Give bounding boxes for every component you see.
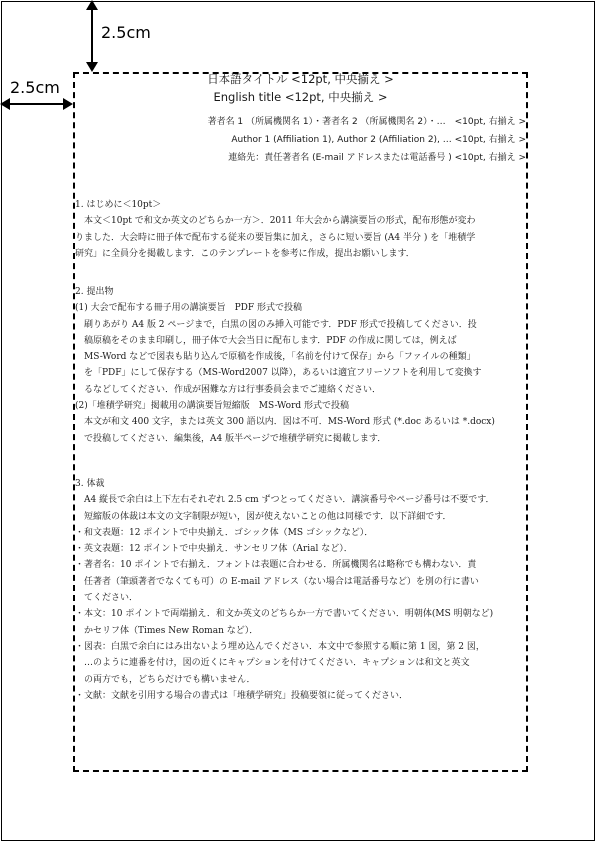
paragraph-line: A4 縦長で余白は上下左右それぞれ 2.5 cm ずつとってください．講演番号やページ番号は不要です． [84,495,495,506]
title-ja: 日本語タイトル <12pt, 中央揃え > [207,72,394,86]
paragraph-line: るなどしてください．作成が困難な方は行事委員会までご連絡ください． [84,384,382,395]
paragraph-line: りました．大会時に冊子体で配布する従来の要旨集に加え，さらに短い要旨 (A4 半分 ) を「堆積学 [75,232,476,243]
section-heading: 2. 提出物 [75,287,114,297]
paragraph-line: で投稿してください．編集後，A4 版半ページで堆積学研究に掲載します． [84,433,387,444]
list-item-continuation: かセリフ体（Times New Roman など）． [84,625,259,636]
list-item: ・文献：文献を引用する場合の書式は「堆積学研究」投稿要領に従ってください． [75,690,409,701]
list-item: ・本文：10 ポイントで両端揃え．和文か英文のどちらか一方で書いてください．明朝体(MS 明朝など) [75,609,494,620]
top-margin-arrow-icon [84,0,100,74]
list-item-continuation: てください． [84,593,139,604]
paragraph-line: を「PDF」にして保存する（MS-Word2007 以降），あるいは適宜フリーソフトを利用して変換す [84,368,482,379]
list-item: ・図表：白黒で余白にはみ出ないよう埋め込んでください．本文中で参照する順に第 1 図，第 2 図， [75,641,485,652]
section-introduction [75,197,526,262]
title-block [73,70,528,106]
list-item-continuation: の両方でも，どちらだけでも構いません． [84,674,256,685]
contact-line: 連絡先：責任著者名 (E-mail アドレスまたは電話番号 ) <10pt, 右揃え > [228,153,526,163]
paragraph-line: 短縮版の体裁は本文の文字制限が短い，図が使えないことの他は同様です．以下詳細です． [84,511,452,522]
section-submissions [75,284,526,447]
paragraph-line: 刷りあがり A4 版 2 ページまで，白黒の図のみ挿入可能です．PDF 形式で投稿してください．投 [84,319,477,330]
subsection-heading: (1) 大会で配布する冊子用の講演要旨 PDF 形式で投稿 [75,303,302,314]
list-item: ・著者名：10 ポイントで右揃え．フォントは表題に合わせる．所属機関名は略称でも構わない．責 [75,560,477,571]
left-margin-arrow-icon [0,96,74,112]
list-item-continuation: …のように連番を付け，図の近くにキャプションを付けてください．キャプションは和文と英文 [84,658,470,669]
list-item: ・和文表題：12 ポイントで中央揃え．ゴシック体（MS ゴシックなど）． [75,527,374,538]
list-item: ・英文表題：12 ポイントで中央揃え．サンセリフ体（Arial など）． [75,544,353,555]
left-margin-label: 2.5cm [10,78,60,97]
authors-ja: 著者名 1 （所属機関名 1）・著者名 2 （所属機関名 2）・… <10pt, 右揃え > [207,117,526,127]
title-en: English title <12pt, 中央揃え > [213,90,388,104]
top-margin-label: 2.5cm [101,23,151,42]
section-heading: 3. 体裁 [75,479,105,489]
section-heading: 1. はじめに＜10pt＞ [75,200,162,210]
paragraph-line: 本文＜10pt で和文か英文のどちらか一方＞．2011 年大会から講演要旨の形式，配布形態が変わ [84,216,476,227]
paragraph-line: MS-Word などで図表も貼り込んで原稿を作成後，「名前を付けて保存」から「ファイルの種類」 [84,352,476,363]
paragraph-line: 稿原稿をそのまま印刷し，冊子体で大会当日に配布します．PDF の作成に関しては，例えば [84,335,457,346]
authors-en: Author 1 (Affiliation 1), Author 2 (Affiliation 2), … <10pt, 右揃え > [231,135,526,145]
paragraph-line: 研究」に全員分を掲載します．このテンプレートを参考に作成，提出お願いします． [75,248,415,259]
list-item-continuation: 任著者（筆頭著者でなくても可）の E-mail アドレス（ない場合は電話番号など）を別の行に書い [84,576,479,587]
subsection-heading: (2)「堆積学研究」掲載用の講演要旨短縮版 MS-Word 形式で投稿 [75,401,349,412]
paragraph-line: 本文が和文 400 文字，または英文 300 語以内．図は不可．MS-Word 形式 (*.doc あるいは *.docx) [84,417,495,428]
section-format [75,476,526,704]
